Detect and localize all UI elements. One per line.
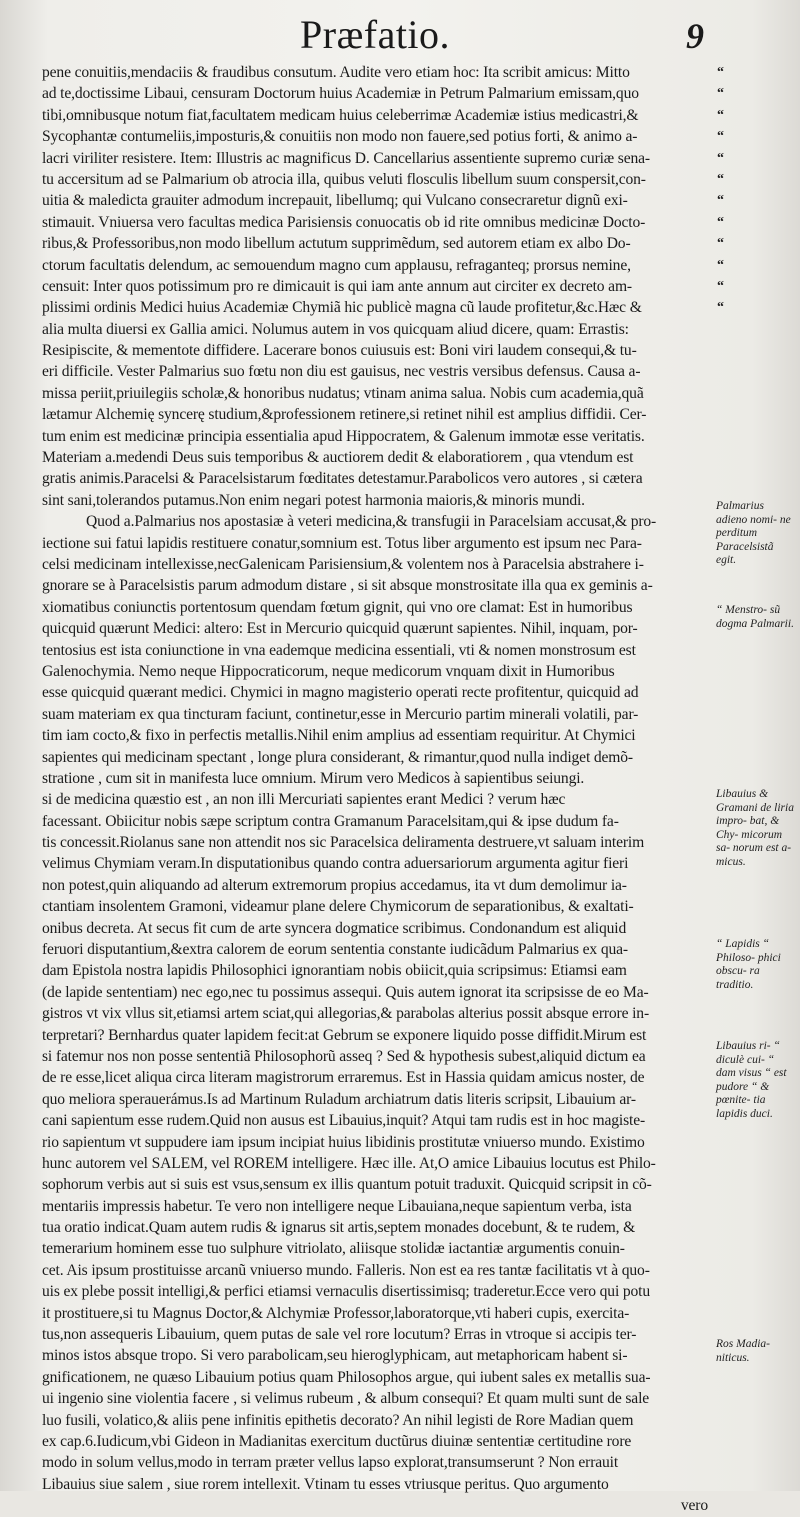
text-line: pene conuitiis,mendaciis & fraudibus consutum. Audite vero etiam hoc: Ita scribit amicus: Mitto <box>42 64 630 81</box>
text-line: dam Epistola nostra lapidis Philosophici ignorantiam nobis obiicit,quia scripsimus: Etiamsi eam <box>42 962 627 980</box>
text-line: ad te,doctissime Libaui, censuram Doctorum huius Academiæ in Petrum Palmarium emissam,quo <box>42 85 639 103</box>
marginal-note: Libauius & Gramani de liria impro- bat, & Chy- micorum sa- norum est a- micus. <box>716 788 794 868</box>
text-line: tum enim est medicinæ principia essentialia apud Hippocratem, & Galenum immotæ esse veritatis. <box>42 427 645 445</box>
text-line: si fatemur nos non posse sententiã Philosophorũ asseq ? Sed & hypothesis subest,aliquid dictum ea <box>42 1047 646 1065</box>
quote-mark: “ <box>717 107 724 123</box>
quote-mark: “ <box>717 278 724 294</box>
text-line: onibus decreta. At secus fit cum de arte syncera dogmatice scribimus. Condonandum est aliquid <box>42 919 627 937</box>
quote-mark: “ <box>717 171 724 187</box>
quote-mark: “ <box>717 300 724 316</box>
quote-mark: “ <box>717 150 724 166</box>
text-line: lætamur Alchemię syncerę studium,&professionem retinere,si retinet nihil est amplius diffidii. Cer- <box>42 406 647 424</box>
marginal-note: Ros Madia- niticus. <box>716 1338 770 1364</box>
text-line: (de lapide sententiam) nec ego,nec tu possimus assequi. Quis autem ignorat ita scripsisse de eo Ma- <box>42 983 649 1001</box>
quote-mark: “ <box>717 129 724 145</box>
text-line: gnorare se à Paracelsistis parum admodum distare , si sit absque monstrositate illa qua ex geminis a- <box>42 577 653 595</box>
text-line: tu accersitum ad se Palmarium ob atrocia illa, quibus veluti flosculis libellum suum conspersit,con- <box>42 170 646 188</box>
marginal-note: “ Menstro- sũ dogma Palmarii. <box>716 604 794 630</box>
text-line: modo in solum vellus,modo in terram præter vellus lapso explorat,transumserunt ? Non errauit <box>42 1454 619 1472</box>
text-line: velimus Chymiam veram.In disputationibus quando contra aduersariorum argumenta agitur fieri <box>42 855 629 873</box>
text-line: ctantiam insolentem Gramoni, videamur plane delere Chymicorum de separationibus, & exaltati- <box>42 898 634 916</box>
body-text <box>42 62 714 1517</box>
text-line: luo fusili, volatico,& aliis pene infinitis epithetis decorato? An nihil legisti de Rore Madian quem <box>42 1411 634 1429</box>
text-line: rio sapientum vt suppudere iam ipsum incipiat huius libidinis prostitutæ vniuerso mundo. Existimo <box>42 1133 645 1151</box>
text-line: gnificationem, ne quæso Libauium potius quam Philosophos argue, qui iubent sales ex metallis sua- <box>42 1368 651 1386</box>
text-line: ui ingenio sine violentia facere , si velimus rubeum , & album consequi? Et quam multi sunt de sale <box>42 1390 650 1408</box>
text-line: non potest,quin aliquando ad alterum extremorum propius accedamus, ita vt dum demolimur ia- <box>42 876 627 894</box>
text-line: Quod a.Palmarius nos apostasiæ à veteri medicina,& transfugii in Paracelsiam accusat,& pro- <box>86 513 657 531</box>
text-line: facessant. Obiicitur nobis sæpe scriptum contra Gramanum Paracelsitam,qui & ipse dudum fa- <box>42 812 619 830</box>
text-line: gistros vt vix vllus sit,etiamsi artem sciat,qui allegorias,& parabolas alterius possit absque errore in- <box>42 1005 649 1023</box>
text-line: esse quicquid quærant medici. Chymici in magno magisterio operati recte profitentur, quicquid ad <box>42 684 639 702</box>
text-line: lacri viriliter resistere. Item: Illustris ac magnificus D. Cancellarius assentiente supremo curiæ sena- <box>42 149 650 167</box>
quote-mark: “ <box>717 65 724 80</box>
quote-mark: “ <box>717 193 724 209</box>
text-line: xiomatibus coniunctis portentosum quendam fœtum gignit, qui vno ore clamat: Est in humoribus <box>42 598 633 616</box>
text-line: Libauius siue salem , siue rorem intellexit. Vtinam tu esses vtriusque peritus. Quo argumento <box>42 1475 609 1493</box>
text-line: ribus,& Professoribus,non modo libellum actutum supprimẽdum, sed autorem etiam ex albo Do- <box>42 235 631 253</box>
text-line: tua oratio indicat.Quam autem rudis & ignarus sit artis,septem monades docebunt, & te rudem, & <box>42 1219 636 1237</box>
text-line: it prostituere,si tu Magnus Doctor,& Alchymiæ Professor,laboratorque,vti haberi cupis, exercita- <box>42 1304 630 1322</box>
quote-marks-column <box>717 62 731 319</box>
text-line: Galenochymia. Nemo neque Hippocraticorum, neque medicorum vnquam dixit in Humoribus <box>42 662 615 680</box>
page-title: Præfatio. <box>300 12 451 57</box>
page-header <box>0 12 800 58</box>
quote-mark: “ <box>717 236 724 252</box>
text-line: sapientes qui medicinam spectant , longe plura considerant, & rimantur,quod nulla indiget demõ- <box>42 748 633 766</box>
text-line: censuit: Inter quos potissimum pro re dimicauit is qui iam ante annum aut circiter ex decreto am- <box>42 277 632 295</box>
text-line: Resipiscite, & mementote diffidere. Lacerare bonos cuiusuis est: Boni viri laudem consequi,& tu- <box>42 342 637 360</box>
text-line: minos istos absque tropo. Si vero parabolicam,seu hieroglyphicam, aut metaphoricam habent si- <box>42 1347 628 1365</box>
text-line: ctorum facultatis delendum, ac semouendum magno cum applausu, refraganteq; prorsus nemine, <box>42 256 631 274</box>
marginal-note: Libauius ri- “ diculè cui- “ dam visus “ est pudore “ & pœnite- tia lapidis duci. <box>716 1040 787 1120</box>
text-line: gratis animis.Paracelsi & Paracelsistarum fœditates detestamur.Parabolicos vero autores , si cætera <box>42 470 643 488</box>
text-line: eri difficile. Vester Palmarius suo fœtu non diu est gauisus, nec vestris versibus defensus. Causa a- <box>42 363 641 381</box>
text-line: sint sani,tolerandos putamus.Non enim negari potest harmonia maioris,& minoris mundi. <box>42 491 585 509</box>
text-line: terpretari? Bernhardus quater lapidem fecit:at Gebrum se exponere liquido posse diffidit.Mirum est <box>42 1026 647 1044</box>
text-line: stimauit. Vniuersa vero facultas medica Parisiensis conuocatis ob id rite omnibus medicinæ Docto- <box>42 213 646 231</box>
text-line: tis concessit.Riolanus sane non attendit nos sic Paracelsica deliramenta destruere,vt saluam interim <box>42 834 645 852</box>
text-line: sophorum verbis aut si suis est vsus,sensum ex illis quantum potuit traduxit. Quicquid scripsit in cõ- <box>42 1176 652 1194</box>
text-line: uis ex plebe possit intelligi,& perfici etiamsi vernaculis disertissimisq; traderetur.Ecce vero qui potu <box>42 1283 650 1301</box>
text-line: temerarium hominem esse tuo sulphure vitriolato, aliisque stolidæ iactantiæ argumentis conuin- <box>42 1240 625 1258</box>
page-number: 9 <box>686 16 704 56</box>
text-line: iectione sui fatui lapidis restituere conatur,somnium est. Totus liber argumento est ipsum nec Para- <box>42 534 642 552</box>
text-line: cani sapientum esse rudem.Quid non ausus est Libauius,inquit? Atqui tam rudis est in hoc magiste- <box>42 1112 646 1130</box>
quote-mark: “ <box>717 257 724 273</box>
text-line: feruori disputantium,&extra calorem de eorum sententia constante iudicãdum Palmarius ex qua- <box>42 941 628 959</box>
text-line: tibi,omnibusque notum fiat,facultatem medicam huius celeberrimæ Academiæ istius medicastri,& <box>42 106 639 124</box>
text-line: plissimi ordinis Medici huius Academiæ Chymiã hic publicè magna cũ laude profitetur,&c.Hæc & <box>42 299 642 317</box>
text-line: mentariis impressis habetur. Te vero non intelligere neque Libauiana,neque sapientum verba, ista <box>42 1197 632 1215</box>
text-line: tus,non assequeris Libauium, quem putas de sale vel rore locutum? Erras in vtroque si accipis ter- <box>42 1326 637 1344</box>
text-line: tim iam cocto,& fixo in perfectis metallis.Nihil enim amplius ad essentiam requiritur. At Chymici <box>42 727 636 745</box>
text-line: uitia & maledicta grauiter admodum increpauit, libellumq; qui Vulcano consecraretur dignũ exi- <box>42 192 628 210</box>
text-line: quo meliora sperauerámus.Is ad Martinum Ruladum archiatrum datis literis scripsit, Libauium ar- <box>42 1090 636 1108</box>
quote-mark: “ <box>717 86 724 102</box>
text-line: ex cap.6.Iudicum,vbi Gideon in Madianitas exercitum ductũrus diuinæ sententiæ certitudine rore <box>42 1433 632 1450</box>
catchword: vero <box>680 1497 708 1515</box>
quote-mark: “ <box>717 214 724 230</box>
text-line: quicquid quærunt Medici: altero: Est in Mercurio quicquid quærunt sapientes. Nihil, inquam, por- <box>42 620 638 638</box>
text-line: tentosius est ista coniunctione in vna eademque medicina essentiali, vti & nomen monstrosum est <box>42 641 636 659</box>
text-line: de re esse,licet aliqua circa literam magistrorum erraremus. Est in Hassia quidam amicus noster, de <box>42 1069 645 1087</box>
text-line: celsi medicinam intellexisse,necGalenicam Parisiensium,& volentem nos à Paracelsia abstrahere i- <box>42 555 644 573</box>
text-line: cet. Ais ipsum prostituisse arcanũ vniuerso mundo. Falleris. Non est ea res tantæ facilitatis vt à quo- <box>42 1261 650 1279</box>
text-line: Sycophantæ contumeliis,imposturis,& conuitiis non modo non fauere,sed potius forti, & animo a- <box>42 128 638 146</box>
text-line: Materiam a.medendi Deus suis temporibus & auctiorem dedit & elaboratiorem , qua vtendum est <box>42 449 634 467</box>
marginal-note: Palmarius adieno nomi- ne perditum Paracelsistã egit. <box>716 500 791 566</box>
text-line: alia multa diuersi ex Gallia amici. Nolumus autem in vos quicquam aliud dicere, quam: Errastis: <box>42 320 629 338</box>
marginal-note: “ Lapidis “ Philoso- phici obscu- ra traditio. <box>716 938 781 991</box>
text-line: stratione , cum sit in manifesta luce omnium. Mirum vero Medicos à sapientibus seiungi. <box>42 769 585 787</box>
text-line: hunc autorem vel SALEM, vel ROREM intelligere. Hæc ille. At,O amice Libauius locutus est Philo- <box>42 1154 656 1172</box>
text-line: suam materiam ex qua tincturam faciunt, continetur,esse in Mercurio partim minerali volatili, par- <box>42 705 639 723</box>
text-line: missa periit,priuilegiis scholæ,& honoribus nudatus; vtinam anima salua. Nobis cum academia,quã <box>42 384 644 402</box>
text-line: si de medicina quæstio est , an non illi Mercuriati sapientes erant Medici ? verum hæc <box>42 791 566 809</box>
